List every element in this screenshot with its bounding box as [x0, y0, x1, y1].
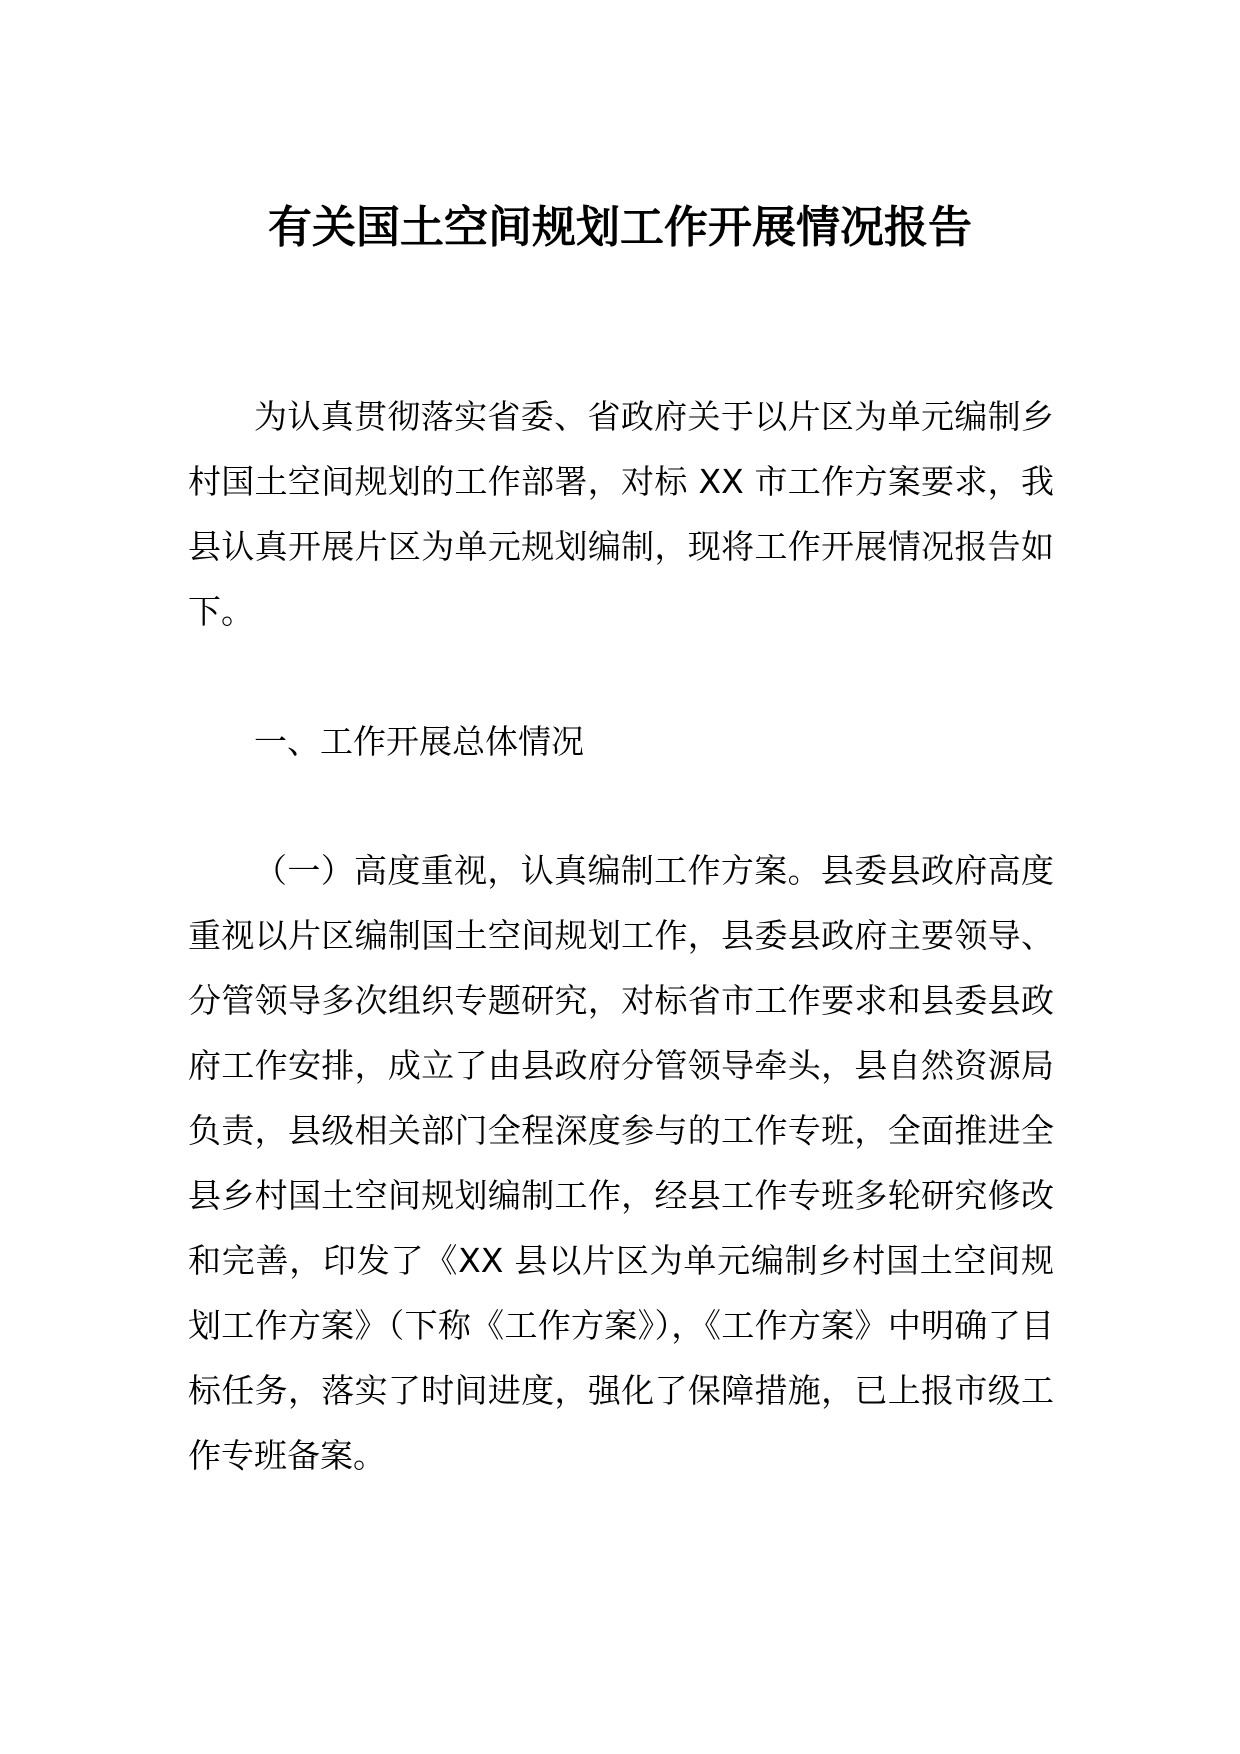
- section-paragraph: （一）高度重视，认真编制工作方案。县委县政府高度重视以片区编制国土空间规划工作，县委县政府主要领导、分管领导多次组织专题研究，对标省市工作要求和县委县政府工作安排，成立了由县政府分管领导牵头，县自然资源局负责，县级相关部门全程深度参与的工作专班，全面推进全县乡村国土空间规划编制工作，经县工作专班多轮研究修改和完善，印发了《XX 县以片区为单元编制乡村国土空间规划工作方案》（下称《工作方案》），《工作方案》中明确了目标任务，落实了时间进度，强化了保障措施，已上报市级工作专班备案。: [188, 851, 1054, 1475]
- section-heading: 一、工作开展总体情况: [254, 722, 584, 761]
- intro-paragraph: 为认真贯彻落实省委、省政府关于以片区为单元编制乡村国土空间规划的工作部署，对标 XX 市工作方案要求，我县认真开展片区为单元规划编制，现将工作开展情况报告如下。: [188, 397, 1054, 631]
- document-title: 有关国土空间规划工作开展情况报告: [268, 202, 972, 253]
